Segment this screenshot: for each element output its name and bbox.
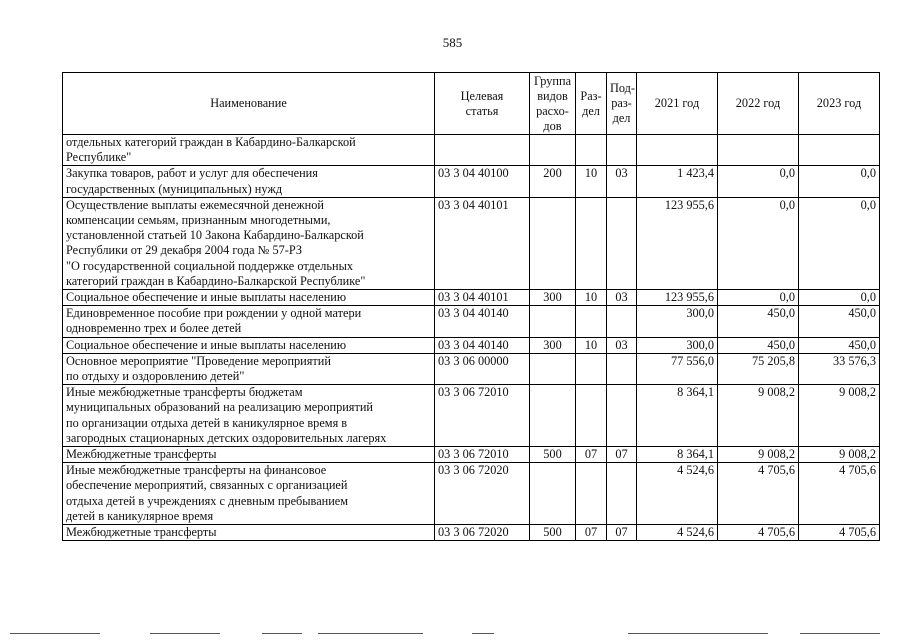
cell-subsection bbox=[607, 306, 637, 337]
cell-amount-2023: 450,0 bbox=[799, 337, 880, 353]
cell-name: Осуществление выплаты ежемесячной денежной компенсации семьям, признанным многодетными, установленной статьей 10 Закона Кабардино-Балкарской Республики от 29 декабря 2004 года № 57-РЗ "О государственной социальной поддержке отдельных категорий граждан в Кабардино-Балкарской Республике" bbox=[63, 197, 435, 289]
table-row bbox=[63, 166, 880, 197]
cell-amount-2022: 0,0 bbox=[718, 290, 799, 306]
header-expense-group: Группа видов расхо- дов bbox=[530, 73, 576, 135]
cell-target-code: 03 3 04 40100 bbox=[435, 166, 530, 197]
header-subsection: Под- раз- дел bbox=[607, 73, 637, 135]
cell-amount-2022: 450,0 bbox=[718, 306, 799, 337]
cell-target-code: 03 3 06 72010 bbox=[435, 385, 530, 447]
table-row bbox=[63, 197, 880, 289]
header-year-2021: 2021 год bbox=[637, 73, 718, 135]
cell-subsection: 07 bbox=[607, 447, 637, 463]
cell-amount-2021 bbox=[637, 135, 718, 166]
cell-section bbox=[576, 353, 607, 384]
page-number: 585 bbox=[442, 35, 463, 50]
cell-subsection bbox=[607, 385, 637, 447]
table-header bbox=[63, 73, 880, 135]
cell-expense-group bbox=[530, 306, 576, 337]
cell-amount-2021: 4 524,6 bbox=[637, 525, 718, 541]
cell-subsection bbox=[607, 197, 637, 289]
cell-name: Единовременное пособие при рождении у одной матери одновременно трех и более детей bbox=[63, 306, 435, 337]
cell-subsection bbox=[607, 353, 637, 384]
cell-expense-group bbox=[530, 353, 576, 384]
cell-amount-2022: 75 205,8 bbox=[718, 353, 799, 384]
cell-amount-2023: 33 576,3 bbox=[799, 353, 880, 384]
cell-name: Межбюджетные трансферты bbox=[63, 525, 435, 541]
cell-amount-2023: 450,0 bbox=[799, 306, 880, 337]
cell-amount-2022: 450,0 bbox=[718, 337, 799, 353]
cell-target-code: 03 3 04 40140 bbox=[435, 306, 530, 337]
cell-section: 07 bbox=[576, 525, 607, 541]
cell-name: Иные межбюджетные трансферты бюджетам муниципальных образований на реализацию мероприятий по организации отдыха детей в каникулярное время в загородных стационарных детских оздоровительных лагерях bbox=[63, 385, 435, 447]
cell-amount-2021: 300,0 bbox=[637, 306, 718, 337]
cell-subsection bbox=[607, 463, 637, 525]
cell-amount-2023 bbox=[799, 135, 880, 166]
table-row bbox=[63, 447, 880, 463]
cell-amount-2023: 0,0 bbox=[799, 290, 880, 306]
cell-amount-2023: 0,0 bbox=[799, 197, 880, 289]
cell-subsection: 03 bbox=[607, 337, 637, 353]
cell-name: Основное мероприятие "Проведение мероприятий по отдыху и оздоровлению детей" bbox=[63, 353, 435, 384]
cell-expense-group bbox=[530, 385, 576, 447]
cell-target-code: 03 3 04 40140 bbox=[435, 337, 530, 353]
table-row bbox=[63, 290, 880, 306]
header-code: Целевая статья bbox=[435, 73, 530, 135]
cell-name: отдельных категорий граждан в Кабардино-Балкарской Республике" bbox=[63, 135, 435, 166]
cell-section bbox=[576, 306, 607, 337]
cell-section bbox=[576, 463, 607, 525]
cell-amount-2022: 9 008,2 bbox=[718, 447, 799, 463]
cell-subsection: 03 bbox=[607, 290, 637, 306]
cell-target-code: 03 3 06 72020 bbox=[435, 525, 530, 541]
cell-target-code bbox=[435, 135, 530, 166]
table-row bbox=[63, 306, 880, 337]
cell-subsection: 07 bbox=[607, 525, 637, 541]
table-row bbox=[63, 353, 880, 384]
cell-name: Иные межбюджетные трансферты на финансовое обеспечение мероприятий, связанных с организацией отдыха детей в учреждениях с дневным пребыванием детей в каникулярное время bbox=[63, 463, 435, 525]
cell-amount-2022: 4 705,6 bbox=[718, 525, 799, 541]
cell-amount-2022 bbox=[718, 135, 799, 166]
budget-table bbox=[62, 72, 880, 541]
table-body bbox=[63, 135, 880, 541]
table-row bbox=[63, 463, 880, 525]
cell-subsection bbox=[607, 135, 637, 166]
cell-target-code: 03 3 06 72020 bbox=[435, 463, 530, 525]
cell-name: Закупка товаров, работ и услуг для обеспечения государственных (муниципальных) нужд bbox=[63, 166, 435, 197]
cell-amount-2023: 9 008,2 bbox=[799, 447, 880, 463]
cell-section bbox=[576, 197, 607, 289]
cell-name: Социальное обеспечение и иные выплаты населению bbox=[63, 337, 435, 353]
table-row bbox=[63, 385, 880, 447]
cell-amount-2023: 4 705,6 bbox=[799, 463, 880, 525]
header-year-2022: 2022 год bbox=[718, 73, 799, 135]
cell-amount-2021: 77 556,0 bbox=[637, 353, 718, 384]
cell-expense-group bbox=[530, 135, 576, 166]
header-year-2023: 2023 год bbox=[799, 73, 880, 135]
cell-amount-2021: 300,0 bbox=[637, 337, 718, 353]
cell-target-code: 03 3 04 40101 bbox=[435, 197, 530, 289]
cell-target-code: 03 3 06 72010 bbox=[435, 447, 530, 463]
cell-expense-group bbox=[530, 463, 576, 525]
cell-amount-2022: 0,0 bbox=[718, 197, 799, 289]
cell-amount-2023: 9 008,2 bbox=[799, 385, 880, 447]
table-row bbox=[63, 135, 880, 166]
cell-amount-2022: 0,0 bbox=[718, 166, 799, 197]
table-row bbox=[63, 525, 880, 541]
cell-expense-group: 500 bbox=[530, 525, 576, 541]
cell-section bbox=[576, 385, 607, 447]
cell-expense-group: 200 bbox=[530, 166, 576, 197]
cell-expense-group: 300 bbox=[530, 337, 576, 353]
cell-amount-2021: 8 364,1 bbox=[637, 385, 718, 447]
cell-name: Социальное обеспечение и иные выплаты населению bbox=[63, 290, 435, 306]
cell-amount-2021: 123 955,6 bbox=[637, 290, 718, 306]
header-section: Раз- дел bbox=[576, 73, 607, 135]
cell-amount-2023: 4 705,6 bbox=[799, 525, 880, 541]
cell-target-code: 03 3 06 00000 bbox=[435, 353, 530, 384]
cell-section: 10 bbox=[576, 290, 607, 306]
cell-subsection: 03 bbox=[607, 166, 637, 197]
cell-section: 10 bbox=[576, 166, 607, 197]
cell-amount-2021: 8 364,1 bbox=[637, 447, 718, 463]
cell-section bbox=[576, 135, 607, 166]
cell-amount-2021: 1 423,4 bbox=[637, 166, 718, 197]
cell-expense-group: 500 bbox=[530, 447, 576, 463]
page-bottom-edge bbox=[0, 630, 905, 636]
cell-amount-2022: 4 705,6 bbox=[718, 463, 799, 525]
cell-target-code: 03 3 04 40101 bbox=[435, 290, 530, 306]
cell-name: Межбюджетные трансферты bbox=[63, 447, 435, 463]
cell-amount-2021: 123 955,6 bbox=[637, 197, 718, 289]
cell-amount-2023: 0,0 bbox=[799, 166, 880, 197]
cell-amount-2021: 4 524,6 bbox=[637, 463, 718, 525]
cell-section: 10 bbox=[576, 337, 607, 353]
cell-section: 07 bbox=[576, 447, 607, 463]
header-name: Наименование bbox=[63, 73, 435, 135]
table-row bbox=[63, 337, 880, 353]
cell-expense-group: 300 bbox=[530, 290, 576, 306]
cell-expense-group bbox=[530, 197, 576, 289]
cell-amount-2022: 9 008,2 bbox=[718, 385, 799, 447]
